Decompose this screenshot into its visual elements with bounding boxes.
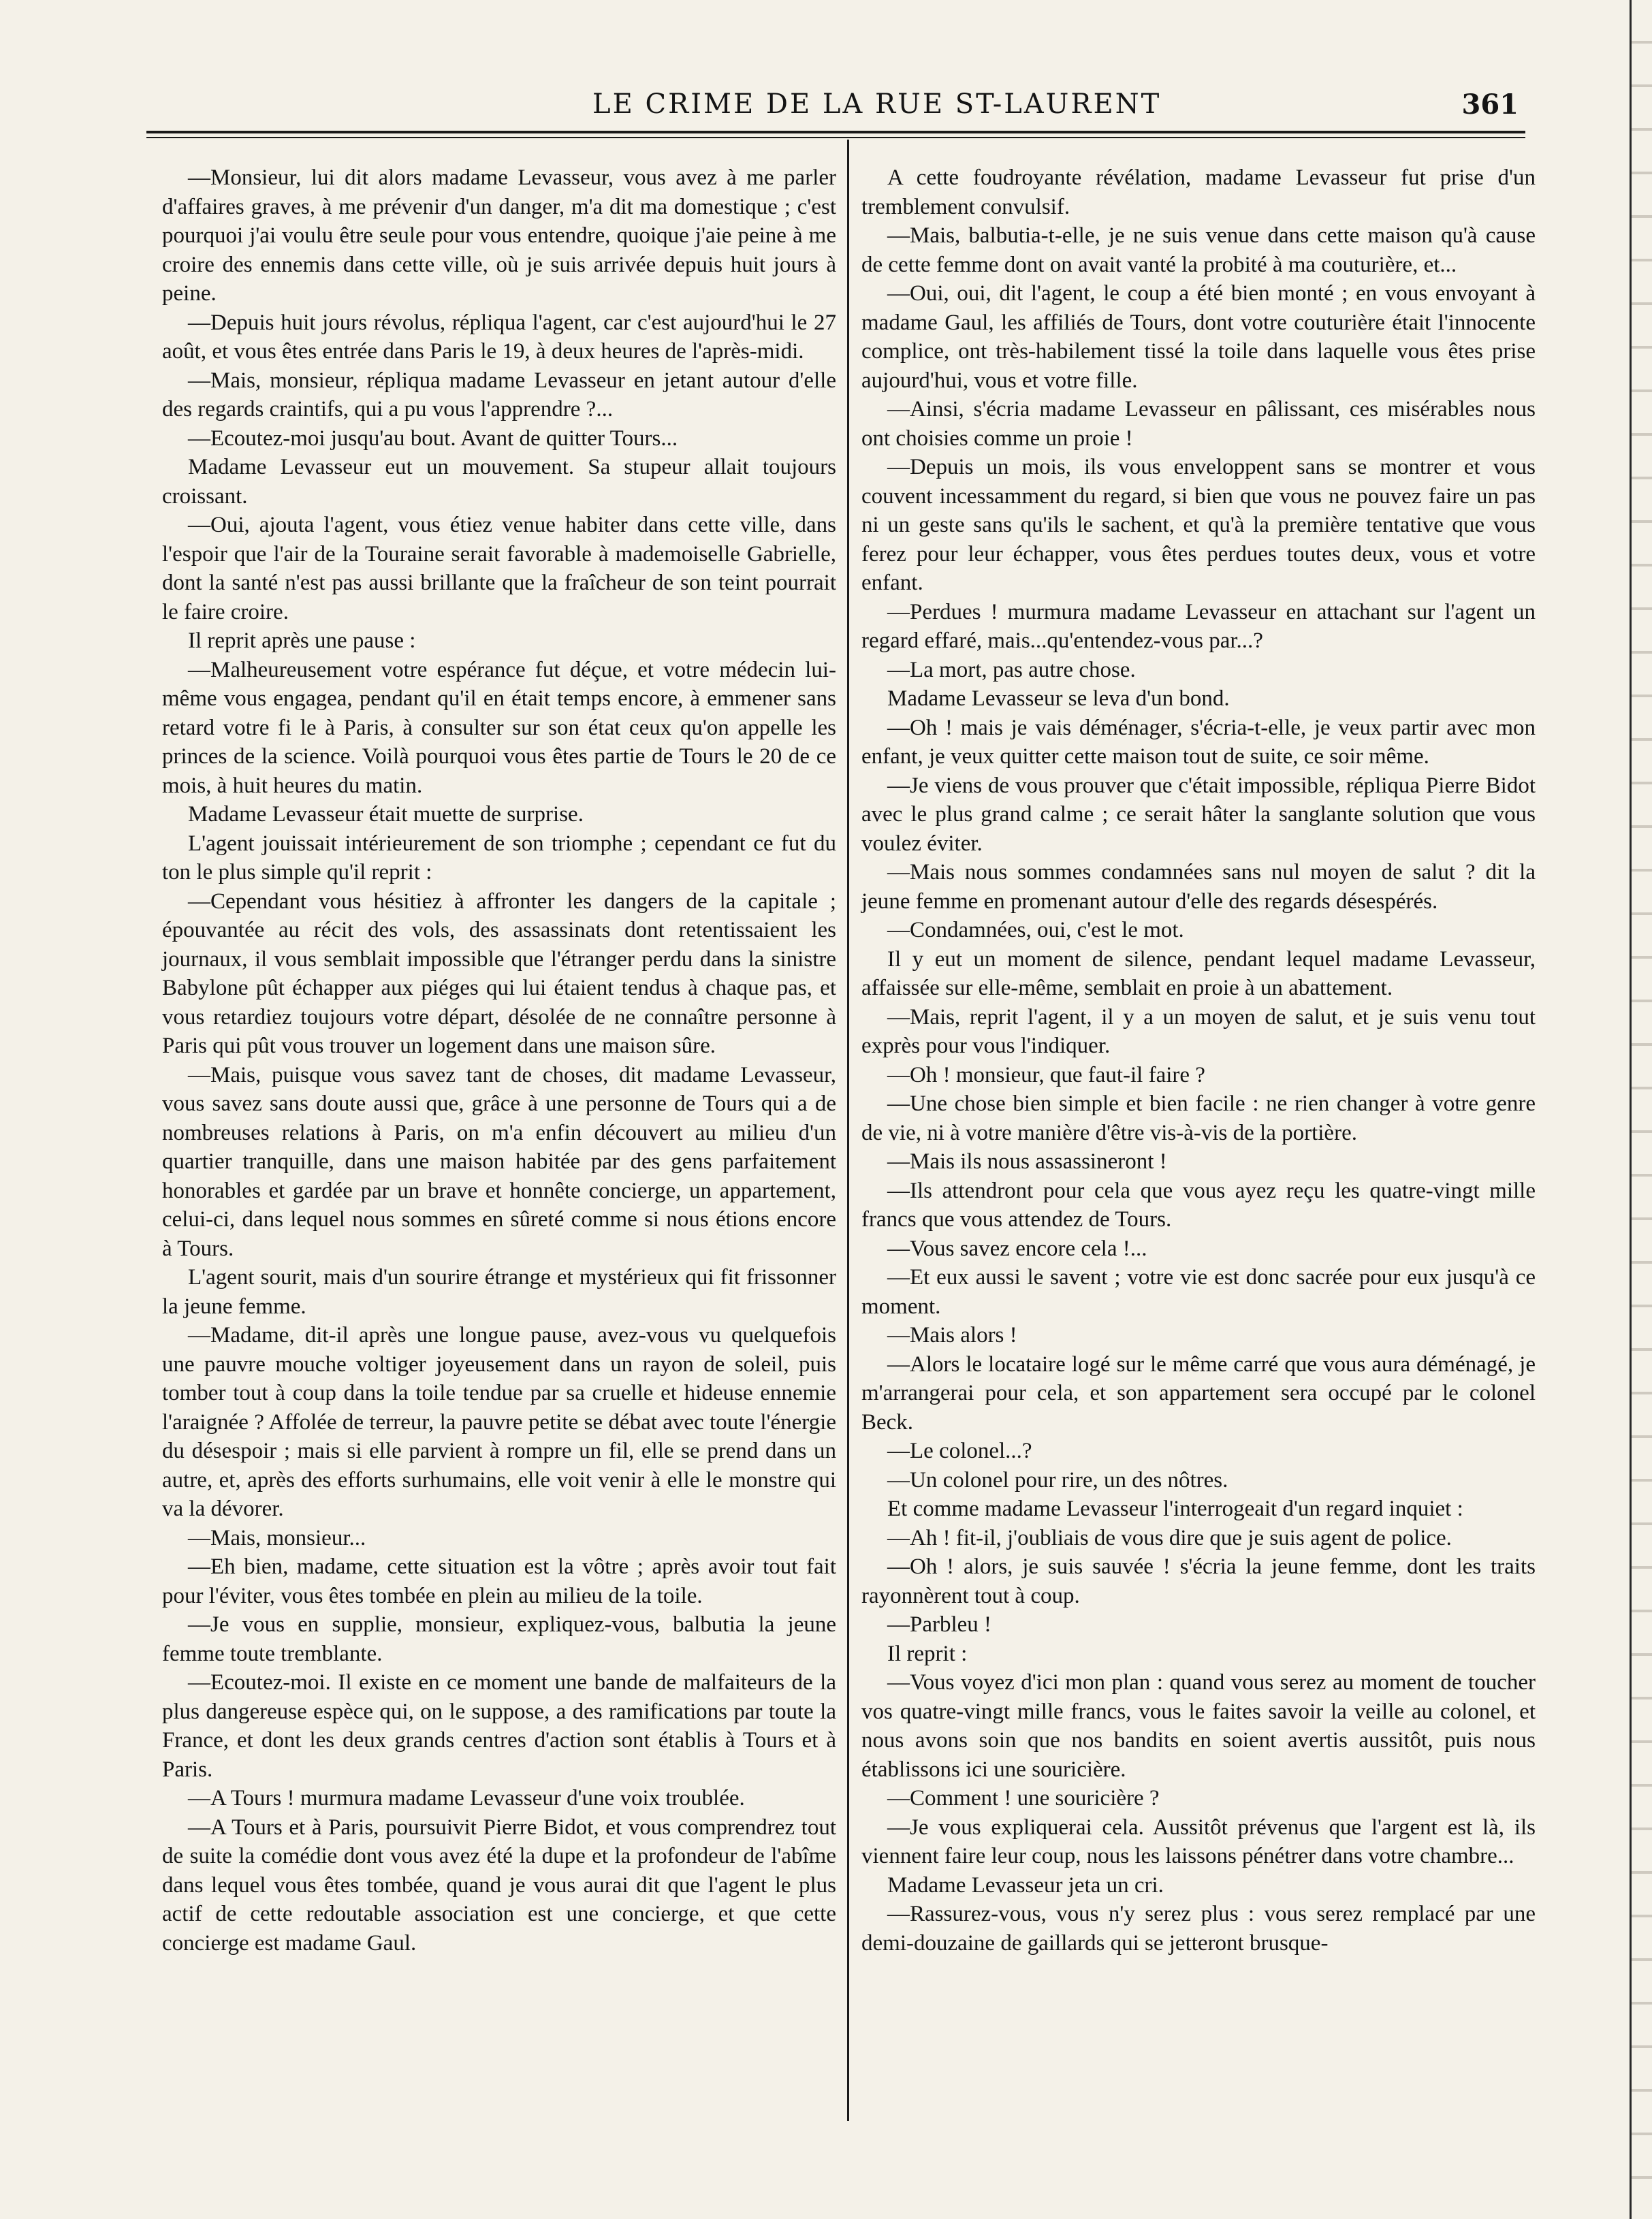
paragraph: —Ecoutez-moi. Il existe en ce moment une bande de malfaiteurs de la plus dangereuse espèce qui, on le suppose, a des ramifications par toute la France, et dont les deux grands centres d'action sont établis à Tours et à Paris. bbox=[162, 1670, 836, 1782]
paragraph: Il reprit : bbox=[887, 1641, 968, 1666]
paragraph: L'agent sourit, mais d'un sourire étrange et mystérieux qui fit frissonner la jeune femme. bbox=[162, 1265, 836, 1319]
paragraph: —Madame, dit-il après une longue pause, avez-vous vu quelquefois une pauvre mouche voltiger joyeusement dans un rayon de soleil, puis tomber tout à coup dans la toile tendue par sa cruelle et hideuse ennemie l'araignée ? Affolée de terreur, la pauvre petite se débat avec toute l'énergie du désespoir ; mais si elle parvient à rompre un fil, elle se prend dans un autre, et, après des efforts surhumains, elle voit venir à elle le monstre qui va la dévorer. bbox=[162, 1323, 836, 1521]
paragraph: —Mais, monsieur, répliqua madame Levasseur en jetant autour d'elle des regards craintifs, qui a pu vous l'apprendre ?... bbox=[162, 368, 836, 421]
paragraph: —Un colonel pour rire, un des nôtres. bbox=[887, 1467, 1228, 1492]
paragraph: —Et eux aussi le savent ; votre vie est donc sacrée pour eux jusqu'à ce moment. bbox=[861, 1265, 1536, 1319]
paragraph: —Ecoutez-moi jusqu'au bout. Avant de quitter Tours... bbox=[188, 426, 678, 451]
paragraph: —Eh bien, madame, cette situation est la vôtre ; après avoir tout fait pour l'éviter, vous êtes tombée en plein au milieu de la toile. bbox=[162, 1554, 836, 1608]
paragraph: —A Tours et à Paris, poursuivit Pierre Bidot, et vous comprendrez tout de suite la comédie dont vous avez été la dupe et la profondeur de l'abîme dans lequel vous êtes tombée, quand je vous aurai dit que l'agent le plus actif de cette redoutable association est une concierge, et que cette concierge est madame Gaul. bbox=[162, 1815, 836, 1955]
header-rule-thick bbox=[146, 131, 1525, 133]
paragraph: Il reprit après une pause : bbox=[188, 628, 416, 653]
paragraph: —Mais, monsieur... bbox=[188, 1525, 366, 1550]
left-column bbox=[162, 163, 836, 1958]
paragraph: —Je viens de vous prouver que c'était impossible, répliqua Pierre Bidot avec le plus grand calme ; ce serait hâter la sanglante solution que vous voulez éviter. bbox=[861, 773, 1536, 856]
paragraph: —Depuis un mois, ils vous enveloppent sans se montrer et vous couvent incessamment du regard, si bien que vous ne pouvez faire un pas ni un geste sans qu'ils le sachent, et qu'à la première tentative que vous ferez pour leur échapper, vous êtes perdues toutes deux, vous et votre enfant. bbox=[861, 455, 1536, 595]
paragraph: —Condamnées, oui, c'est le mot. bbox=[887, 918, 1184, 942]
paragraph: —Alors le locataire logé sur le même carré que vous aura déménagé, je m'arrangerai pour cela, et son appartement sera occupé par le colonel Beck. bbox=[861, 1352, 1536, 1435]
paragraph: Madame Levasseur eut un mouvement. Sa stupeur allait toujours croissant. bbox=[162, 455, 836, 509]
paragraph: —Vous savez encore cela !... bbox=[887, 1236, 1147, 1261]
paragraph: A cette foudroyante révélation, madame Levasseur fut prise d'un tremblement convulsif. bbox=[861, 165, 1536, 219]
paragraph: —Monsieur, lui dit alors madame Levasseur, vous avez à me parler d'affaires graves, à me prévenir d'un danger, m'a dit ma domestique ; c'est pourquoi j'ai voulu être seule pour vous entendre, quoique j'aie peine à me croire des ennemis dans cette ville, où je suis arrivée depuis huit jours à peine. bbox=[162, 165, 836, 306]
paragraph: —Oh ! alors, je suis sauvée ! s'écria la jeune femme, dont les traits rayonnèrent tout à coup. bbox=[861, 1554, 1536, 1608]
paragraph: —Cependant vous hésitiez à affronter les dangers de la capitale ; épouvantée au récit des vols, des assassinats dont retentissaient les journaux, il vous semblait impossible que l'étranger perdu dans la sinistre Babylone pût échapper aux piéges qui lui étaient tendus à chaque pas, et vous retardiez toujours votre départ, désolée de ne connaître personne à Paris qui pût vous trouver un logement dans une maison sûre. bbox=[162, 889, 836, 1058]
paragraph: Et comme madame Levasseur l'interrogeait d'un regard inquiet : bbox=[887, 1497, 1463, 1521]
paragraph: —Ils attendront pour cela que vous ayez reçu les quatre-vingt mille francs que vous attendez de Tours. bbox=[861, 1178, 1536, 1232]
page-edge-binding bbox=[1630, 0, 1652, 2219]
paragraph: —Mais, puisque vous savez tant de choses, dit madame Levasseur, vous savez sans doute aussi que, grâce à une personne de Tours qui a de nombreuses relations à Paris, on m'a enfin découvert au milieu d'un quartier tranquille, dans une maison habitée par des gens parfaitement honorables et gardée par un brave et honnête concierge, un appartement, celui-ci, dans lequel nous sommes en sûreté comme si nous étions encore à Tours. bbox=[162, 1062, 836, 1261]
paragraph: —Mais nous sommes condamnées sans nul moyen de salut ? dit la jeune femme en promenant autour d'elle des regards désespérés. bbox=[861, 860, 1536, 914]
paragraph: —Mais ils nous assassineront ! bbox=[887, 1149, 1167, 1174]
page-number: 361 bbox=[1461, 89, 1519, 121]
paragraph: —Parbleu ! bbox=[887, 1612, 992, 1637]
paragraph: —Oh ! monsieur, que faut-il faire ? bbox=[887, 1062, 1205, 1087]
paragraph: —Oh ! mais je vais déménager, s'écria-t-elle, je veux partir avec mon enfant, je veux quitter cette maison tout de suite, ce soir même. bbox=[861, 715, 1536, 769]
paragraph: —Comment ! une souricière ? bbox=[887, 1786, 1160, 1810]
paragraph: —Vous voyez d'ici mon plan : quand vous serez au moment de toucher vos quatre-vingt mille francs, vous le faites savoir la veille au colonel, et nous avons soin que nos bandits en soient avertis aussitôt, puis nous établissons ici une souricière. bbox=[861, 1670, 1536, 1782]
paragraph: Madame Levasseur se leva d'un bond. bbox=[887, 686, 1230, 711]
right-column bbox=[861, 163, 1536, 1958]
paragraph: —Depuis huit jours révolus, répliqua l'agent, car c'est aujourd'hui le 27 août, et vous êtes entrée dans Paris le 19, à deux heures de l'après-midi. bbox=[162, 310, 836, 364]
paragraph: —Le colonel...? bbox=[887, 1439, 1032, 1463]
paragraph: Madame Levasseur était muette de surprise. bbox=[188, 802, 584, 827]
column-divider bbox=[847, 140, 849, 2121]
paragraph: —Rassurez-vous, vous n'y serez plus : vous serez remplacé par une demi-douzaine de gaillards qui se jetteront brusque- bbox=[861, 1902, 1536, 1955]
paragraph: —Oui, oui, dit l'agent, le coup a été bien monté ; en vous envoyant à madame Gaul, les affiliés de Tours, dont votre couturière était l'innocente complice, ont très-habilement tissé la toile dans laquelle vous êtes prise aujourd'hui, vous et votre fille. bbox=[861, 281, 1536, 393]
paragraph: —Ainsi, s'écria madame Levasseur en pâlissant, ces misérables nous ont choisies comme un proie ! bbox=[861, 397, 1536, 451]
paragraph: —Oui, ajouta l'agent, vous étiez venue habiter dans cette ville, dans l'espoir que l'air de la Touraine serait favorable à mademoiselle Gabrielle, dont la santé n'est pas aussi brillante que la fraîcheur de son teint pourrait le faire croire. bbox=[162, 513, 836, 624]
paragraph: —Je vous en supplie, monsieur, expliquez-vous, balbutia la jeune femme toute tremblante. bbox=[162, 1612, 836, 1666]
paragraph: Madame Levasseur jeta un cri. bbox=[887, 1872, 1164, 1898]
page-header bbox=[157, 82, 1519, 129]
paragraph: —A Tours ! murmura madame Levasseur d'une voix troublée. bbox=[188, 1786, 745, 1810]
running-title: LE CRIME DE LA RUE ST-LAURENT bbox=[592, 89, 1162, 120]
header-rule-thin bbox=[146, 137, 1525, 138]
paragraph: —La mort, pas autre chose. bbox=[887, 657, 1136, 682]
paragraph: —Malheureusement votre espérance fut déçue, et votre médecin lui-même vous engagea, pendant qu'il en était temps encore, à emmener sans retard votre fi le à Paris, à consulter sur son état ceux qu'on appelle les princes de la science. Voilà pourquoi vous êtes partie de Tours le 20 de ce mois, à huit heures du matin. bbox=[162, 657, 836, 798]
paragraph: —Ah ! fit-il, j'oubliais de vous dire que je suis agent de police. bbox=[887, 1525, 1452, 1550]
paragraph: —Une chose bien simple et bien facile : ne rien changer à votre genre de vie, ni à votre manière d'être vis-à-vis de la portière. bbox=[861, 1091, 1536, 1145]
paragraph: L'agent jouissait intérieurement de son triomphe ; cependant ce fut du ton le plus simple qu'il reprit : bbox=[162, 831, 836, 884]
paragraph: —Mais, balbutia-t-elle, je ne suis venue dans cette maison qu'à cause de cette femme dont on avait vanté la probité à ma couturière, et... bbox=[861, 223, 1536, 277]
paragraph: —Je vous expliquerai cela. Aussitôt prévenus que l'argent est là, ils viennent faire leur coup, nous les laissons pénétrer dans votre chambre... bbox=[861, 1815, 1536, 1868]
paragraph: Il y eut un moment de silence, pendant lequel madame Levasseur, affaissée sur elle-même, semblait en proie à un abattement. bbox=[861, 946, 1536, 1000]
paragraph: —Mais alors ! bbox=[887, 1323, 1017, 1347]
paragraph: —Perdues ! murmura madame Levasseur en attachant sur l'agent un regard effaré, mais...qu'entendez-vous par...? bbox=[861, 599, 1536, 653]
paragraph: —Mais, reprit l'agent, il y a un moyen de salut, et je suis venu tout exprès pour vous l'indiquer. bbox=[861, 1004, 1536, 1058]
